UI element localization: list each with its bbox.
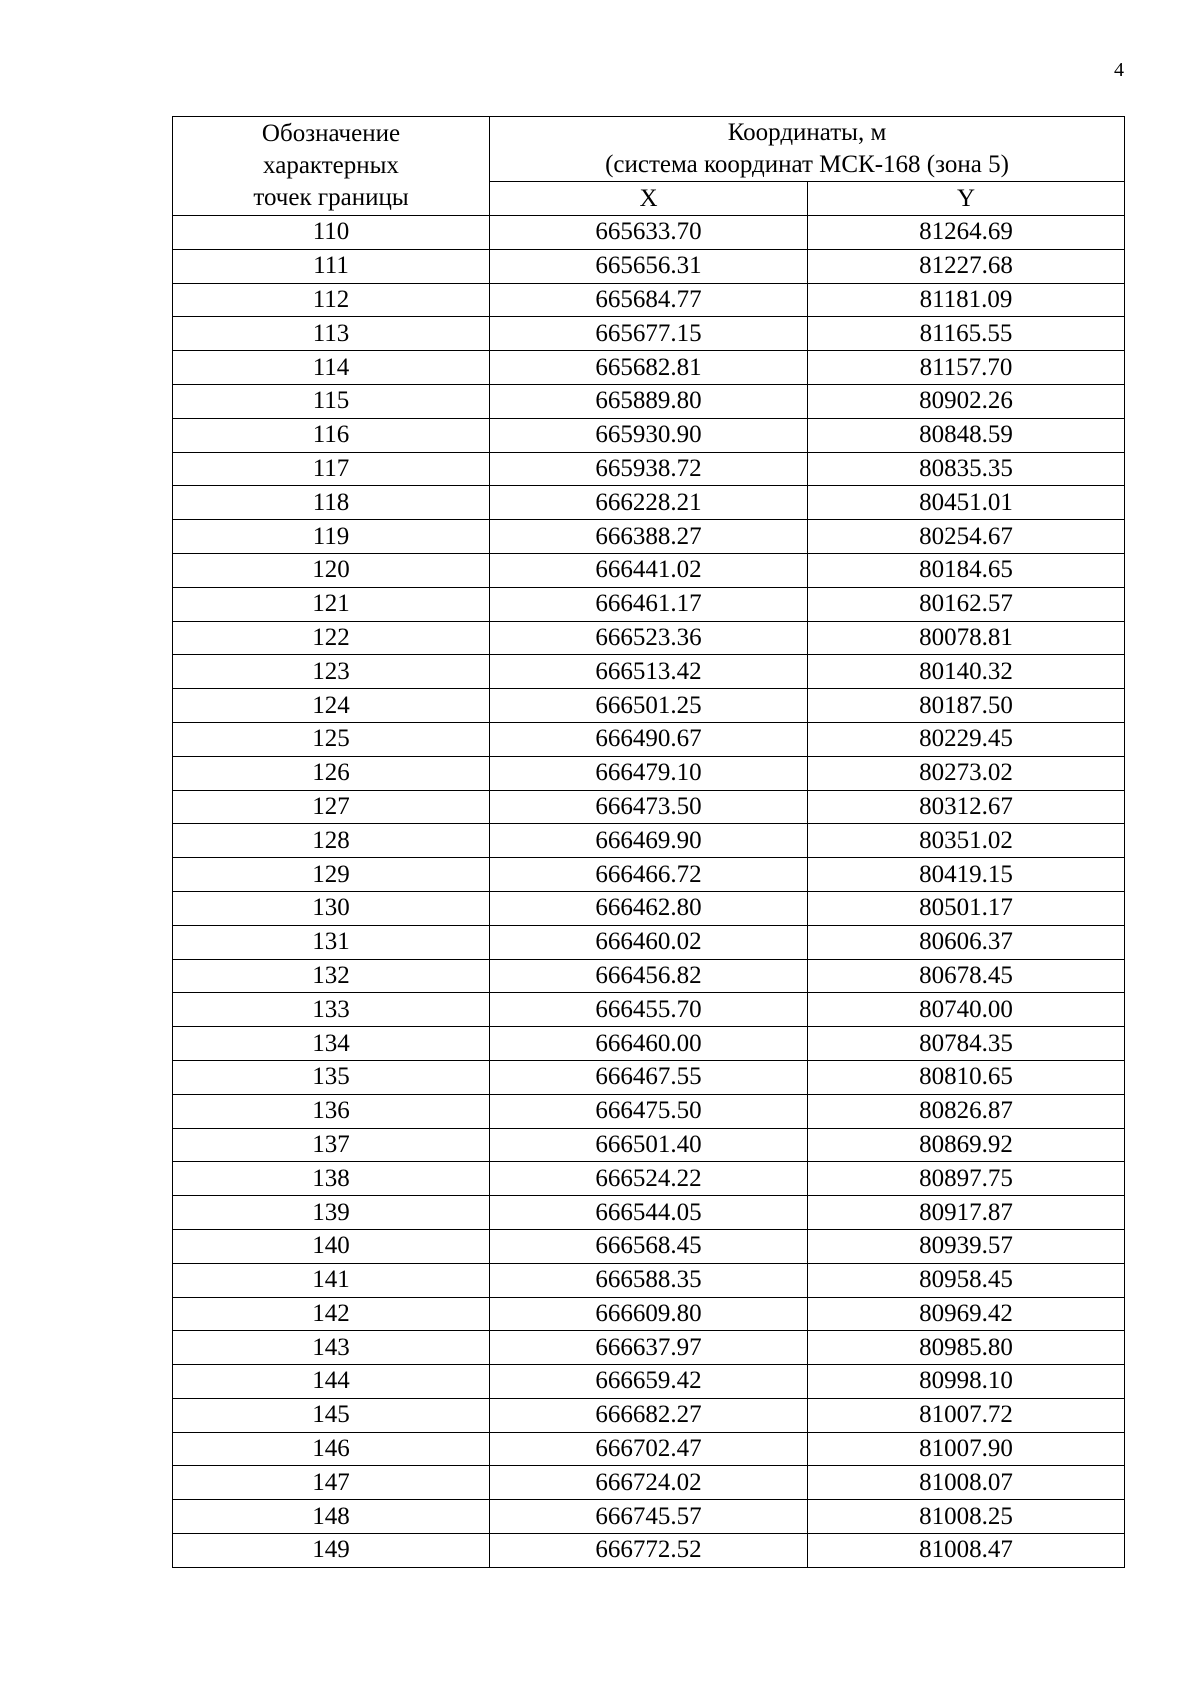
y-coordinate-cell: 80985.80 (808, 1331, 1125, 1365)
point-cell: 138 (173, 1162, 490, 1196)
y-coordinate-cell: 81007.72 (808, 1398, 1125, 1432)
point-cell: 111 (173, 249, 490, 283)
point-cell: 116 (173, 418, 490, 452)
point-cell: 144 (173, 1365, 490, 1399)
y-coordinate-cell: 81008.47 (808, 1534, 1125, 1568)
table-row (173, 756, 1125, 790)
table-row (173, 553, 1125, 587)
x-coordinate-cell: 666523.36 (490, 621, 808, 655)
x-coordinate-cell: 666524.22 (490, 1162, 808, 1196)
y-coordinate-cell: 80869.92 (808, 1128, 1125, 1162)
table-row (173, 1263, 1125, 1297)
x-coordinate-cell: 666461.17 (490, 587, 808, 621)
x-coordinate-cell: 666659.42 (490, 1365, 808, 1399)
y-coordinate-cell: 80969.42 (808, 1297, 1125, 1331)
point-cell: 121 (173, 587, 490, 621)
x-coordinate-cell: 666544.05 (490, 1196, 808, 1230)
table-row (173, 1432, 1125, 1466)
table-row (173, 1331, 1125, 1365)
x-coordinate-cell: 666588.35 (490, 1263, 808, 1297)
table-row (173, 1128, 1125, 1162)
point-header-line-2: характерных (263, 152, 399, 179)
x-coordinate-cell: 665938.72 (490, 452, 808, 486)
table-row (173, 1094, 1125, 1128)
table-row (173, 486, 1125, 520)
y-coordinate-cell: 81181.09 (808, 283, 1125, 317)
x-coordinate-cell: 666466.72 (490, 858, 808, 892)
x-coordinate-cell: 666609.80 (490, 1297, 808, 1331)
x-coordinate-cell: 666460.00 (490, 1027, 808, 1061)
y-column-header: Y (808, 182, 1125, 216)
y-coordinate-cell: 80897.75 (808, 1162, 1125, 1196)
x-coordinate-cell: 665930.90 (490, 418, 808, 452)
table-row (173, 418, 1125, 452)
table-row (173, 722, 1125, 756)
point-cell: 117 (173, 452, 490, 486)
x-coordinate-cell: 666501.25 (490, 689, 808, 723)
y-coordinate-cell: 80826.87 (808, 1094, 1125, 1128)
point-cell: 145 (173, 1398, 490, 1432)
x-coordinate-cell: 666501.40 (490, 1128, 808, 1162)
y-coordinate-cell: 80740.00 (808, 993, 1125, 1027)
table-row (173, 689, 1125, 723)
point-cell: 114 (173, 351, 490, 385)
coordinates-header (490, 117, 1125, 182)
table-row (173, 891, 1125, 925)
y-coordinate-cell: 80229.45 (808, 722, 1125, 756)
table-row (173, 384, 1125, 418)
table-body (173, 216, 1125, 1568)
point-cell: 140 (173, 1229, 490, 1263)
point-cell: 124 (173, 689, 490, 723)
y-coordinate-cell: 80678.45 (808, 959, 1125, 993)
table-row (173, 216, 1125, 250)
x-coordinate-cell: 665682.81 (490, 351, 808, 385)
x-coordinate-cell: 666772.52 (490, 1534, 808, 1568)
table-row (173, 1466, 1125, 1500)
x-coordinate-cell: 666388.27 (490, 520, 808, 554)
x-coordinate-cell: 666460.02 (490, 925, 808, 959)
y-coordinate-cell: 80451.01 (808, 486, 1125, 520)
x-coordinate-cell: 666228.21 (490, 486, 808, 520)
y-coordinate-cell: 80917.87 (808, 1196, 1125, 1230)
x-coordinate-cell: 666682.27 (490, 1398, 808, 1432)
table-row (173, 452, 1125, 486)
table-row (173, 1229, 1125, 1263)
y-coordinate-cell: 80998.10 (808, 1365, 1125, 1399)
table-row (173, 351, 1125, 385)
y-coordinate-cell: 80162.57 (808, 587, 1125, 621)
x-coordinate-cell: 666490.67 (490, 722, 808, 756)
table-row (173, 925, 1125, 959)
x-coordinate-cell: 666455.70 (490, 993, 808, 1027)
coordinates-table (172, 116, 1125, 1568)
point-cell: 139 (173, 1196, 490, 1230)
x-coordinate-cell: 666745.57 (490, 1500, 808, 1534)
point-cell: 115 (173, 384, 490, 418)
table-header (173, 117, 1125, 216)
table-row (173, 317, 1125, 351)
point-cell: 110 (173, 216, 490, 250)
table-row (173, 1060, 1125, 1094)
coords-header-line-2: (система координат МСК-168 (зона 5) (605, 151, 1009, 178)
y-coordinate-cell: 81227.68 (808, 249, 1125, 283)
y-coordinate-cell: 80187.50 (808, 689, 1125, 723)
point-cell: 118 (173, 486, 490, 520)
table-row (173, 1365, 1125, 1399)
point-cell: 129 (173, 858, 490, 892)
x-coordinate-cell: 665656.31 (490, 249, 808, 283)
point-cell: 132 (173, 959, 490, 993)
y-coordinate-cell: 81165.55 (808, 317, 1125, 351)
point-cell: 134 (173, 1027, 490, 1061)
y-coordinate-cell: 80902.26 (808, 384, 1125, 418)
point-cell: 146 (173, 1432, 490, 1466)
y-coordinate-cell: 80939.57 (808, 1229, 1125, 1263)
point-cell: 113 (173, 317, 490, 351)
table-row (173, 1398, 1125, 1432)
table-row (173, 655, 1125, 689)
y-coordinate-cell: 81157.70 (808, 351, 1125, 385)
point-cell: 122 (173, 621, 490, 655)
y-coordinate-cell: 80958.45 (808, 1263, 1125, 1297)
x-coordinate-cell: 666462.80 (490, 891, 808, 925)
x-coordinate-cell: 666702.47 (490, 1432, 808, 1466)
y-coordinate-cell: 80784.35 (808, 1027, 1125, 1061)
table-row (173, 1297, 1125, 1331)
x-coordinate-cell: 666456.82 (490, 959, 808, 993)
table-row (173, 790, 1125, 824)
point-cell: 133 (173, 993, 490, 1027)
table-row (173, 1027, 1125, 1061)
x-coordinate-cell: 666475.50 (490, 1094, 808, 1128)
point-cell: 141 (173, 1263, 490, 1297)
table-row (173, 993, 1125, 1027)
y-coordinate-cell: 80606.37 (808, 925, 1125, 959)
header-row-1 (173, 117, 1125, 182)
x-coordinate-cell: 666479.10 (490, 756, 808, 790)
point-header-line-1: Обозначение (261, 120, 401, 147)
point-cell: 112 (173, 283, 490, 317)
y-coordinate-cell: 80810.65 (808, 1060, 1125, 1094)
y-coordinate-cell: 80848.59 (808, 418, 1125, 452)
y-coordinate-cell: 80078.81 (808, 621, 1125, 655)
point-cell: 131 (173, 925, 490, 959)
table-row (173, 621, 1125, 655)
y-coordinate-cell: 80184.65 (808, 553, 1125, 587)
y-coordinate-cell: 81008.07 (808, 1466, 1125, 1500)
table-row (173, 283, 1125, 317)
point-cell: 148 (173, 1500, 490, 1534)
y-coordinate-cell: 81007.90 (808, 1432, 1125, 1466)
table-row (173, 1196, 1125, 1230)
point-cell: 127 (173, 790, 490, 824)
point-cell: 142 (173, 1297, 490, 1331)
x-coordinate-cell: 666467.55 (490, 1060, 808, 1094)
point-cell: 120 (173, 553, 490, 587)
table-row (173, 959, 1125, 993)
point-cell: 119 (173, 520, 490, 554)
y-coordinate-cell: 80254.67 (808, 520, 1125, 554)
table-row (173, 824, 1125, 858)
y-coordinate-cell: 80419.15 (808, 858, 1125, 892)
y-coordinate-cell: 80140.32 (808, 655, 1125, 689)
point-cell: 130 (173, 891, 490, 925)
table-row (173, 249, 1125, 283)
point-cell: 149 (173, 1534, 490, 1568)
table-row (173, 520, 1125, 554)
x-coordinate-cell: 666469.90 (490, 824, 808, 858)
y-coordinate-cell: 80312.67 (808, 790, 1125, 824)
point-cell: 123 (173, 655, 490, 689)
coords-header-line-1: Координаты, м (727, 119, 887, 146)
point-cell: 147 (173, 1466, 490, 1500)
point-designation-header (173, 117, 490, 216)
table-row (173, 858, 1125, 892)
y-coordinate-cell: 80351.02 (808, 824, 1125, 858)
x-coordinate-cell: 666441.02 (490, 553, 808, 587)
x-coordinate-cell: 666637.97 (490, 1331, 808, 1365)
table-row (173, 1500, 1125, 1534)
x-coordinate-cell: 665684.77 (490, 283, 808, 317)
point-cell: 136 (173, 1094, 490, 1128)
x-coordinate-cell: 665889.80 (490, 384, 808, 418)
x-coordinate-cell: 666513.42 (490, 655, 808, 689)
x-coordinate-cell: 665633.70 (490, 216, 808, 250)
y-coordinate-cell: 81008.25 (808, 1500, 1125, 1534)
point-cell: 125 (173, 722, 490, 756)
y-coordinate-cell: 81264.69 (808, 216, 1125, 250)
point-cell: 126 (173, 756, 490, 790)
table-row (173, 1534, 1125, 1568)
point-cell: 135 (173, 1060, 490, 1094)
x-coordinate-cell: 666473.50 (490, 790, 808, 824)
point-cell: 143 (173, 1331, 490, 1365)
y-coordinate-cell: 80835.35 (808, 452, 1125, 486)
table-row (173, 1162, 1125, 1196)
page-number: 4 (1114, 59, 1124, 81)
point-cell: 128 (173, 824, 490, 858)
y-coordinate-cell: 80501.17 (808, 891, 1125, 925)
x-coordinate-cell: 665677.15 (490, 317, 808, 351)
y-coordinate-cell: 80273.02 (808, 756, 1125, 790)
table-row (173, 587, 1125, 621)
point-header-line-3: точек границы (253, 184, 409, 211)
point-cell: 137 (173, 1128, 490, 1162)
x-coordinate-cell: 666724.02 (490, 1466, 808, 1500)
x-column-header: X (490, 182, 808, 216)
x-coordinate-cell: 666568.45 (490, 1229, 808, 1263)
